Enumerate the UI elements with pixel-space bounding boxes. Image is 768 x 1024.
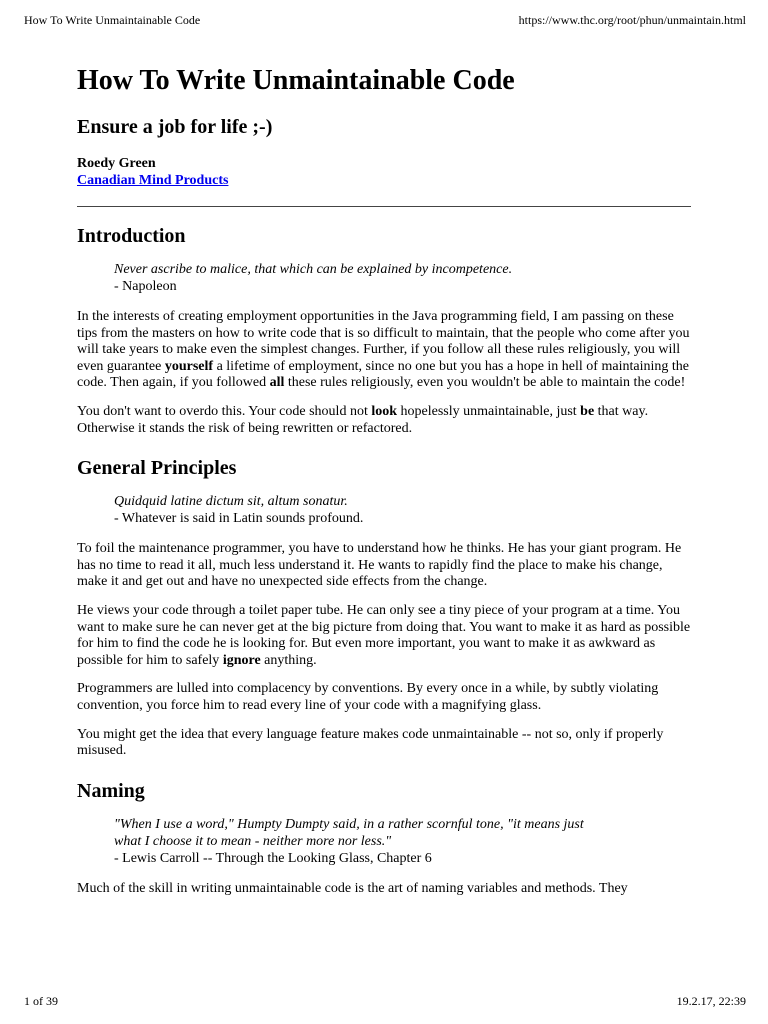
epigraph-quote: Quidquid latine dictum sit, altum sonatur.: [114, 494, 348, 510]
print-footer: [24, 993, 746, 1009]
epigraph-source: - Lewis Carroll -- Through the Looking Glass, Chapter 6: [114, 850, 432, 866]
epigraph-quote-line-1: "When I use a word," Humpty Dumpty said, in a rather scornful tone, "it means just: [114, 816, 584, 832]
divider: [77, 206, 691, 207]
section-heading-naming: Naming: [77, 779, 145, 802]
author-block: [77, 155, 691, 189]
epigraph-naming: [114, 816, 691, 867]
epigraph-introduction: [114, 261, 691, 295]
print-header: [24, 12, 746, 28]
document-content: [77, 64, 691, 909]
principles-paragraph-3: Programmers are lulled into complacency by conventions. By every once in a while, by subtly violating convention, you force him to read every line of your code with a magnifying glass.: [77, 681, 659, 713]
principles-paragraph-1: To foil the maintenance programmer, you have to understand how he thinks. He has your giant program. He has no time to read it all, much less understand it. He wants to rapidly find the place to make his change, make it and get out and have no unexpected side effects from the change.: [77, 541, 682, 590]
section-heading-introduction: Introduction: [77, 225, 186, 247]
print-header-title: How To Write Unmaintainable Code: [24, 13, 201, 27]
print-header-url: https://www.thc.org/root/phun/unmaintain.html: [518, 13, 746, 27]
print-datetime: 19.2.17, 22:39: [676, 994, 746, 1008]
page-subtitle: Ensure a job for life ;-): [77, 116, 273, 138]
section-heading-general-principles: General Principles: [77, 457, 237, 480]
company-link[interactable]: Canadian Mind Products: [77, 173, 229, 188]
principles-paragraph-2: He views your code through a toilet paper tube. He can only see a tiny piece of your program at a time. You want to make sure he can never get at the big picture from doing that. You want to make it as hard as possible for him to find the code he is looking for. But even more important, you want to make it as awkward as possible for him to safely ignore anything.: [77, 602, 691, 668]
epigraph-source: - Napoleon: [114, 279, 177, 294]
epigraph-general-principles: [114, 493, 691, 527]
epigraph-quote: Never ascribe to malice, that which can be explained by incompetence.: [114, 262, 513, 277]
epigraph-quote-line-2: what I choose it to mean - neither more nor less.": [114, 833, 392, 849]
intro-paragraph-2: You don't want to overdo this. Your code should not look hopelessly unmaintainable, just be that way. Otherwise it stands the risk of being rewritten or refactored.: [77, 403, 649, 436]
page-title: How To Write Unmaintainable Code: [77, 65, 515, 96]
principles-paragraph-4: You might get the idea that every language feature makes code unmaintainable -- not so, only if properly misused.: [77, 726, 664, 759]
page-count: 1 of 39: [24, 994, 58, 1008]
epigraph-source: - Whatever is said in Latin sounds profound.: [114, 511, 364, 527]
author-name: Roedy Green: [77, 156, 156, 171]
naming-paragraph-1: Much of the skill in writing unmaintainable code is the art of naming variables and methods. They: [77, 880, 628, 896]
intro-paragraph-1: In the interests of creating employment opportunities in the Java programming field, I am passing on these tips from the masters on how to write code that is so difficult to maintain, that the people who come after you will take years to make even the simplest changes. Further, if you follow all these rules religiously, you will even guarantee yourself a lifetime of employment, since no one but you has a hope in hell of maintaining the code. Then again, if you followed all these rules religiously, even you wouldn't be able to maintain the code!: [77, 309, 690, 391]
